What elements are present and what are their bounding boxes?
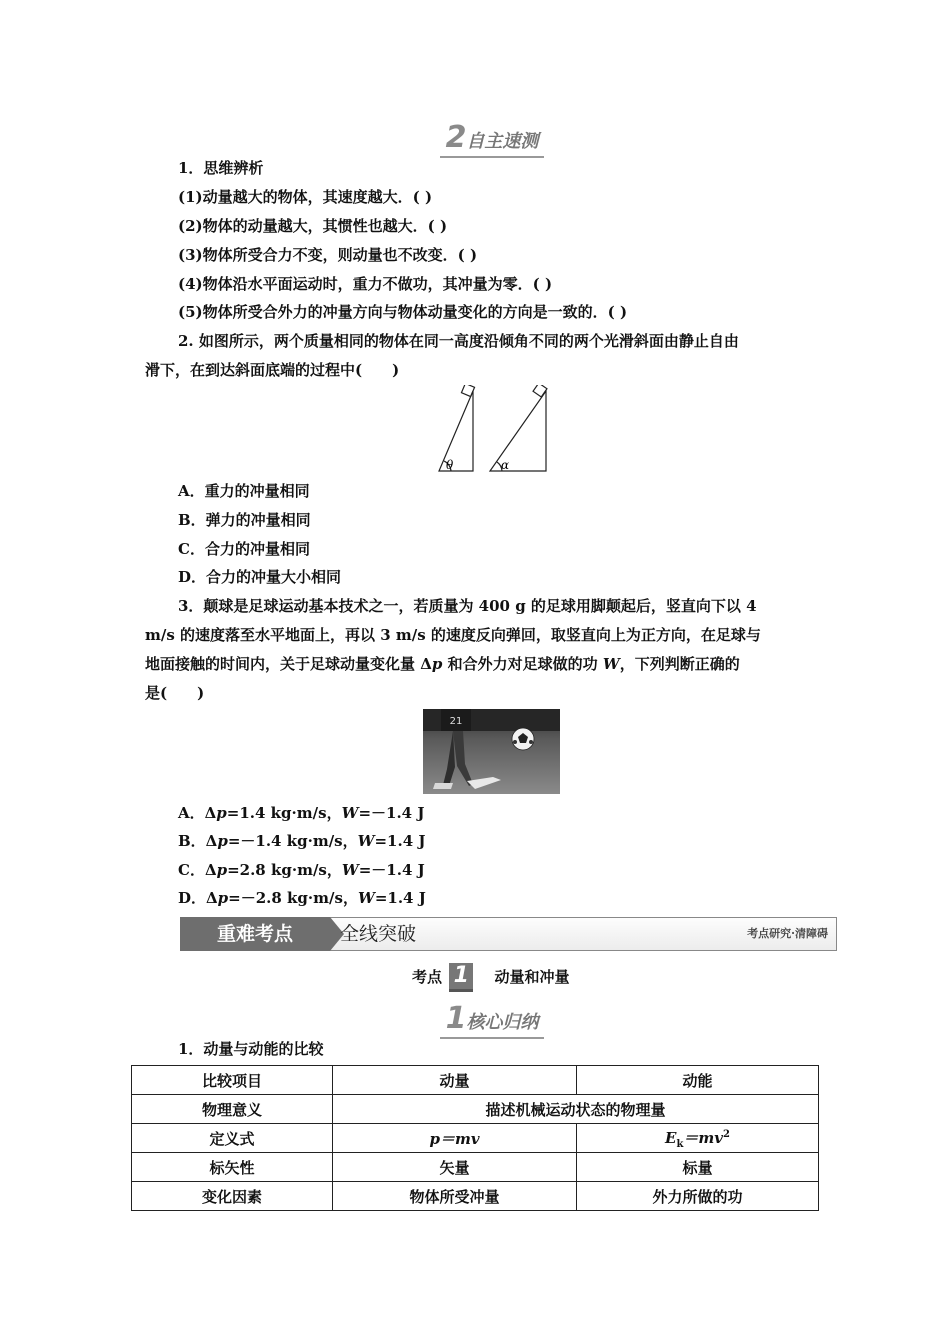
section-header-core-summary <box>440 1001 544 1039</box>
row-label: 定义式 <box>132 1124 333 1153</box>
q1-item-2: (2)物体的动量越大，其惯性也越大．( ) <box>178 217 448 235</box>
q1-item-3: (3)物体所受合力不变，则动量也不改变．( ) <box>178 246 478 264</box>
section-title: 核心归纳 <box>466 1012 539 1033</box>
jersey-number: 21 <box>449 716 463 727</box>
kaodian-title: 动量和冲量 <box>494 968 570 986</box>
section-header-self-test <box>440 120 544 158</box>
banner-tag: 考点研究·清障碍 <box>747 927 828 940</box>
incline-alpha <box>490 385 547 471</box>
row-value: 标量 <box>577 1153 819 1182</box>
header-cell: 比较项目 <box>132 1066 333 1095</box>
section-underline <box>440 1037 544 1039</box>
football-photo <box>423 709 560 794</box>
row-value: 矢量 <box>333 1153 577 1182</box>
q3-stem-line4: 是( ) <box>145 684 205 702</box>
compare-heading: 1．动量与动能的比较 <box>178 1040 324 1058</box>
row-value: 物体所受冲量 <box>333 1182 577 1211</box>
q3-option-c: C．Δp=2.8 kg·m/s，W=－1.4 J <box>178 861 425 879</box>
momentum-formula: p＝mv <box>333 1124 577 1153</box>
table-row <box>132 1182 819 1211</box>
section-title: 自主速测 <box>466 131 539 152</box>
row-value: 描述机械运动状态的物理量 <box>333 1095 819 1124</box>
q2-option-c: C．合力的冲量相同 <box>178 540 310 558</box>
section-number: 2 <box>445 120 467 155</box>
q1-item-5: (5)物体所受合外力的冲量方向与物体动量变化的方向是一致的．( ) <box>178 303 628 321</box>
q3-stem-line2: m/s 的速度落至水平地面上，再以 3 m/s 的速度反向弹回，取竖直向上为正方向，在足球与 <box>145 626 761 644</box>
q2-option-d: D．合力的冲量大小相同 <box>178 568 342 586</box>
q2-option-a: A．重力的冲量相同 <box>178 482 310 500</box>
q2-stem-line1: 2. 如图所示，两个质量相同的物体在同一高度沿倾角不同的两个光滑斜面由静止自由 <box>178 332 739 350</box>
row-value: 外力所做的功 <box>577 1182 819 1211</box>
q3-option-d: D．Δp=－2.8 kg·m/s，W=1.4 J <box>178 889 426 907</box>
chapter-banner <box>180 917 838 951</box>
q3-option-b: B．Δp=－1.4 kg·m/s，W=1.4 J <box>178 832 426 850</box>
header-cell: 动量 <box>333 1066 577 1095</box>
angle-alpha-label: α <box>501 458 510 472</box>
section-underline <box>440 156 544 158</box>
incline-theta <box>439 385 475 471</box>
section-number: 1 <box>445 1001 467 1036</box>
q3-stem-line3: 地面接触的时间内，关于足球动量变化量 Δp 和合外力对足球做的功 W，下列判断正确的 <box>145 655 740 673</box>
table-row <box>132 1153 819 1182</box>
q2-stem-line2: 滑下，在到达斜面底端的过程中( ) <box>145 361 400 379</box>
kaodian-heading <box>412 962 570 992</box>
banner-left-label: 重难考点 <box>180 917 330 951</box>
kaodian-number-badge: 1 <box>449 963 473 992</box>
row-label: 标矢性 <box>132 1153 333 1182</box>
q2-option-b: B．弹力的冲量相同 <box>178 511 311 529</box>
row-label: 变化因素 <box>132 1182 333 1211</box>
table-row <box>132 1095 819 1124</box>
q1-heading: 1．思维辨析 <box>178 159 264 177</box>
table-header-row <box>132 1066 819 1095</box>
row-label: 物理意义 <box>132 1095 333 1124</box>
angle-theta-label: θ <box>446 458 454 472</box>
q1-item-1: (1)动量越大的物体，其速度越大．( ) <box>178 188 433 206</box>
energy-formula: $E_k=mv^2$ <box>577 1124 819 1153</box>
banner-middle-label: 全线突破 <box>340 923 417 945</box>
table-row <box>132 1124 819 1153</box>
q1-item-4: (4)物体沿水平面运动时，重力不做功，其冲量为零．( ) <box>178 275 553 293</box>
comparison-table <box>131 1065 819 1211</box>
kaodian-prefix: 考点 <box>412 968 443 986</box>
q3-option-a: A．Δp=1.4 kg·m/s，W=－1.4 J <box>178 804 425 822</box>
inclines-figure <box>435 385 550 475</box>
header-cell: 动能 <box>577 1066 819 1095</box>
q3-stem-line1: 3．颠球是足球运动基本技术之一，若质量为 400 g 的足球用脚颠起后，竖直向下以 4 <box>178 597 757 615</box>
